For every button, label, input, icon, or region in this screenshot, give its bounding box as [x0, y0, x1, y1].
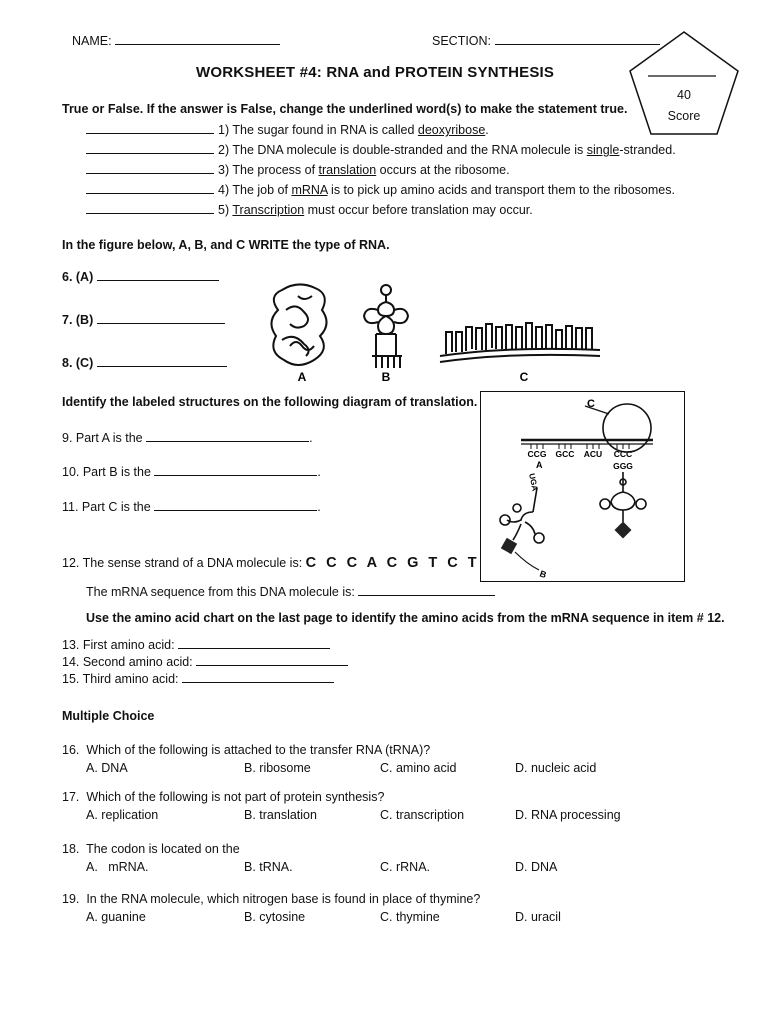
codon-1: CCG — [527, 449, 547, 459]
name-blank[interactable] — [115, 33, 280, 45]
q13-label: 13. First amino acid: — [62, 638, 175, 652]
mc-option[interactable]: A. guanine — [86, 910, 146, 924]
amino-acid-right — [615, 522, 632, 539]
mrna-question — [86, 584, 495, 599]
trna-right — [600, 472, 646, 522]
mc-question: 18. The codon is located on the — [62, 842, 240, 856]
tf-item-text: 3) The process of — [218, 163, 319, 177]
q7-blank[interactable] — [97, 312, 225, 324]
tf-item-text-end: is to pick up amino acids and transport them to the ribosomes. — [327, 183, 675, 197]
q10-label: 10. Part B is the — [62, 465, 151, 479]
q9-label: 9. Part A is the — [62, 431, 143, 445]
q9-blank[interactable] — [146, 430, 309, 442]
tf-item-text-end: -stranded. — [619, 143, 676, 157]
mrna-label: The mRNA sequence from this DNA molecule is: — [86, 585, 355, 599]
score-value: 40 — [677, 88, 691, 102]
q11-label: 11. Part C is the — [62, 500, 151, 514]
section-label: SECTION: — [432, 34, 492, 48]
tf-item — [86, 162, 510, 177]
tf-item-text: 1) The sugar found in RNA is called — [218, 123, 418, 137]
anticodon-right: GGG — [613, 461, 633, 471]
mc-option[interactable]: A. mRNA. — [86, 860, 149, 874]
trna-drawing — [364, 285, 408, 368]
score-badge — [628, 30, 740, 136]
tf-item-text: 4) The job of — [218, 183, 292, 197]
tf-answer-blank[interactable] — [86, 122, 214, 134]
mc-option[interactable]: D. uracil — [515, 910, 561, 924]
q9: 9. Part A is the . — [62, 431, 313, 445]
tf-underlined-word: single — [586, 143, 620, 157]
mc-option[interactable]: C. transcription — [380, 808, 465, 822]
name-label: NAME: — [72, 34, 112, 48]
tf-item-text-end: . — [485, 123, 489, 137]
figure-label-b: B — [381, 370, 391, 384]
amino-acid-left — [501, 538, 517, 554]
mc-question: 16. Which of the following is attached to the transfer RNA (tRNA)? — [62, 743, 431, 757]
tf-item — [86, 142, 676, 157]
q13-blank[interactable] — [178, 637, 330, 649]
q6-label: 6. (A) — [62, 270, 94, 284]
section-field[interactable] — [432, 33, 660, 48]
mc-option[interactable]: D. nucleic acid — [515, 761, 597, 775]
mc-option[interactable]: D. DNA — [515, 860, 558, 874]
tf-underlined-word: mRNA — [291, 183, 328, 197]
tf-answer-blank[interactable] — [86, 162, 214, 174]
translation-diagram-svg — [481, 392, 684, 581]
tf-instruction: True or False. If the answer is False, change the underlined word(s) to make the statement true. — [62, 102, 628, 116]
tf-underlined-word: translation — [318, 163, 377, 177]
page-title: WORKSHEET #4: RNA and PROTEIN SYNTHESIS — [196, 64, 555, 81]
anticodon-left: UGA — [527, 472, 540, 492]
rna-types-instruction: In the figure below, A, B, and C WRITE the type of RNA. — [62, 238, 390, 252]
tf-answer-blank[interactable] — [86, 182, 214, 194]
mc-option[interactable]: C. rRNA. — [380, 860, 430, 874]
q13 — [62, 637, 330, 652]
mc-heading: Multiple Choice — [62, 709, 155, 723]
mc-question: 19. In the RNA molecule, which nitrogen base is found in place of thymine? — [62, 892, 481, 906]
q12 — [62, 555, 480, 571]
tf-item-text-end: occurs at the ribosome. — [376, 163, 510, 177]
q8 — [62, 355, 227, 370]
q6 — [62, 269, 219, 284]
tf-answer-blank[interactable] — [86, 142, 214, 154]
q10-blank[interactable] — [154, 464, 317, 476]
translation-diagram — [480, 391, 685, 582]
mc-option[interactable]: C. thymine — [380, 910, 440, 924]
q14-blank[interactable] — [196, 654, 348, 666]
tf-item-text: 5) — [218, 203, 233, 217]
dna-sequence: C C C A C G T C T — [305, 555, 480, 571]
tf-answer-blank[interactable] — [86, 202, 214, 214]
mc-option[interactable]: C. amino acid — [380, 761, 457, 775]
q14 — [62, 654, 348, 669]
tf-item-text-end: must occur before translation may occur. — [304, 203, 533, 217]
q15-blank[interactable] — [182, 671, 334, 683]
tf-item-text: 2) The DNA molecule is double-stranded and the RNA molecule is — [218, 143, 587, 157]
q15-label: 15. Third amino acid: — [62, 672, 179, 686]
mc-option[interactable]: A. replication — [86, 808, 159, 822]
q8-label: 8. (C) — [62, 356, 94, 370]
mrna-drawing — [440, 323, 600, 362]
mc-option[interactable]: B. cytosine — [244, 910, 306, 924]
amino-instruction: Use the amino acid chart on the last page to identify the amino acids from the mRNA sequence in item # 12. — [86, 611, 725, 625]
rrna-drawing — [271, 284, 326, 365]
figure-label-a: A — [297, 370, 307, 384]
q10: 10. Part B is the . — [62, 465, 321, 479]
q14-label: 14. Second amino acid: — [62, 655, 193, 669]
label-a: A — [536, 460, 543, 470]
figure-label-c: C — [519, 370, 529, 384]
label-b: B — [538, 568, 548, 581]
tf-underlined-word: Transcription — [232, 203, 305, 217]
mc-option[interactable]: D. RNA processing — [515, 808, 621, 822]
mc-option[interactable]: B. translation — [244, 808, 317, 822]
trna-left — [500, 488, 544, 546]
translation-instruction: Identify the labeled structures on the following diagram of translation. — [62, 395, 478, 409]
codon-4: CCC — [613, 449, 633, 459]
q11-blank[interactable] — [154, 499, 317, 511]
q15 — [62, 671, 334, 686]
tf-underlined-word: deoxyribose — [417, 123, 486, 137]
mc-option[interactable]: B. tRNA. — [244, 860, 293, 874]
tf-item — [86, 122, 489, 137]
q7 — [62, 312, 225, 327]
mc-option[interactable]: B. ribosome — [244, 761, 311, 775]
codon-3: ACU — [583, 449, 603, 459]
q12-label: 12. The sense strand of a DNA molecule is: — [62, 556, 303, 570]
mc-question: 17. Which of the following is not part of protein synthesis? — [62, 790, 385, 804]
rna-types-figure — [260, 280, 610, 390]
name-field[interactable] — [72, 33, 280, 48]
tf-item — [86, 202, 533, 217]
q8-blank[interactable] — [97, 355, 227, 367]
label-c: C — [587, 398, 595, 410]
q7-label: 7. (B) — [62, 313, 94, 327]
tf-item — [86, 182, 675, 197]
q6-blank[interactable] — [97, 269, 219, 281]
mc-option[interactable]: A. DNA — [86, 761, 128, 775]
mrna-blank[interactable] — [358, 584, 495, 596]
q11: 11. Part C is the . — [62, 500, 321, 514]
score-label: Score — [667, 109, 701, 123]
codon-2: GCC — [555, 449, 575, 459]
